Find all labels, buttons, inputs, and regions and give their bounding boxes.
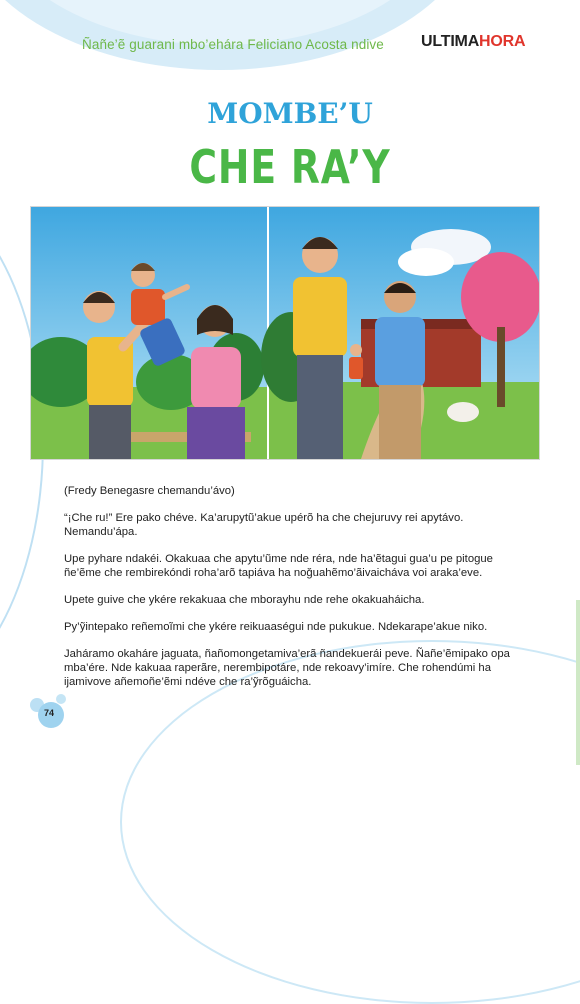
decorative-dot — [56, 694, 66, 704]
story-body — [64, 484, 526, 702]
story-paragraph: Upe pyhare ndakéi. Okakuaa che apytu’ũme nde réra, nde ha’ẽtagui gua’u pe pitogue ñe’ẽme che rembirekóndi roha’arõ tapiáva ha noğuahẽmo’ãivaicháva voi araka’eve. — [64, 553, 493, 579]
story-title: CHE RA’Y — [189, 140, 391, 194]
story-illustration — [30, 206, 540, 460]
illustration-left-scene — [30, 207, 267, 459]
story-paragraph: Jaháramo okaháre jaguata, ñañomongetamiva’erã ñandekuerái peve. Ñañe’ẽmipako opa mba’ére. Nde kakuaa raperãre, nerembipotáre, nde rekoavy’imíre. Che rohendúmi ha ijamivove añemoñe’ẽmi ndéve che ra’ỹrõguáicha. — [64, 648, 510, 688]
page-number-badge — [30, 688, 70, 728]
story-byline: (Fredy Benegasre chemandu’ávo) — [64, 485, 235, 497]
page-edge-stripe — [576, 600, 580, 765]
brand-logo — [421, 33, 525, 51]
story-kicker: MOMBE’U — [207, 97, 373, 130]
brand-logo-part1: ULTIMA — [421, 33, 480, 50]
story-paragraph: “¡Che ru!” Ere pako chéve. Ka’arupytũ’akue upérõ ha che chejuruvy rei apytávo. Nemandu’ápa. — [64, 512, 464, 538]
small-child-figure — [349, 344, 363, 379]
header-subtitle: Ñañe’ẽ guarani mbo’ehára Feliciano Acosta ndive — [82, 37, 384, 52]
story-paragraph: Py’ỹintepako reñemoĩmi che ykére reikuaaségui nde pukukue. Ndekarape’akue niko. — [64, 621, 488, 633]
illustration-right-scene — [261, 207, 540, 459]
page-number: 74 — [44, 708, 55, 718]
story-paragraph: Upete guive che ykére rekakuaa che mborayhu nde rehe okakuaháicha. — [64, 594, 425, 606]
brand-logo-part2: HORA — [479, 33, 526, 50]
